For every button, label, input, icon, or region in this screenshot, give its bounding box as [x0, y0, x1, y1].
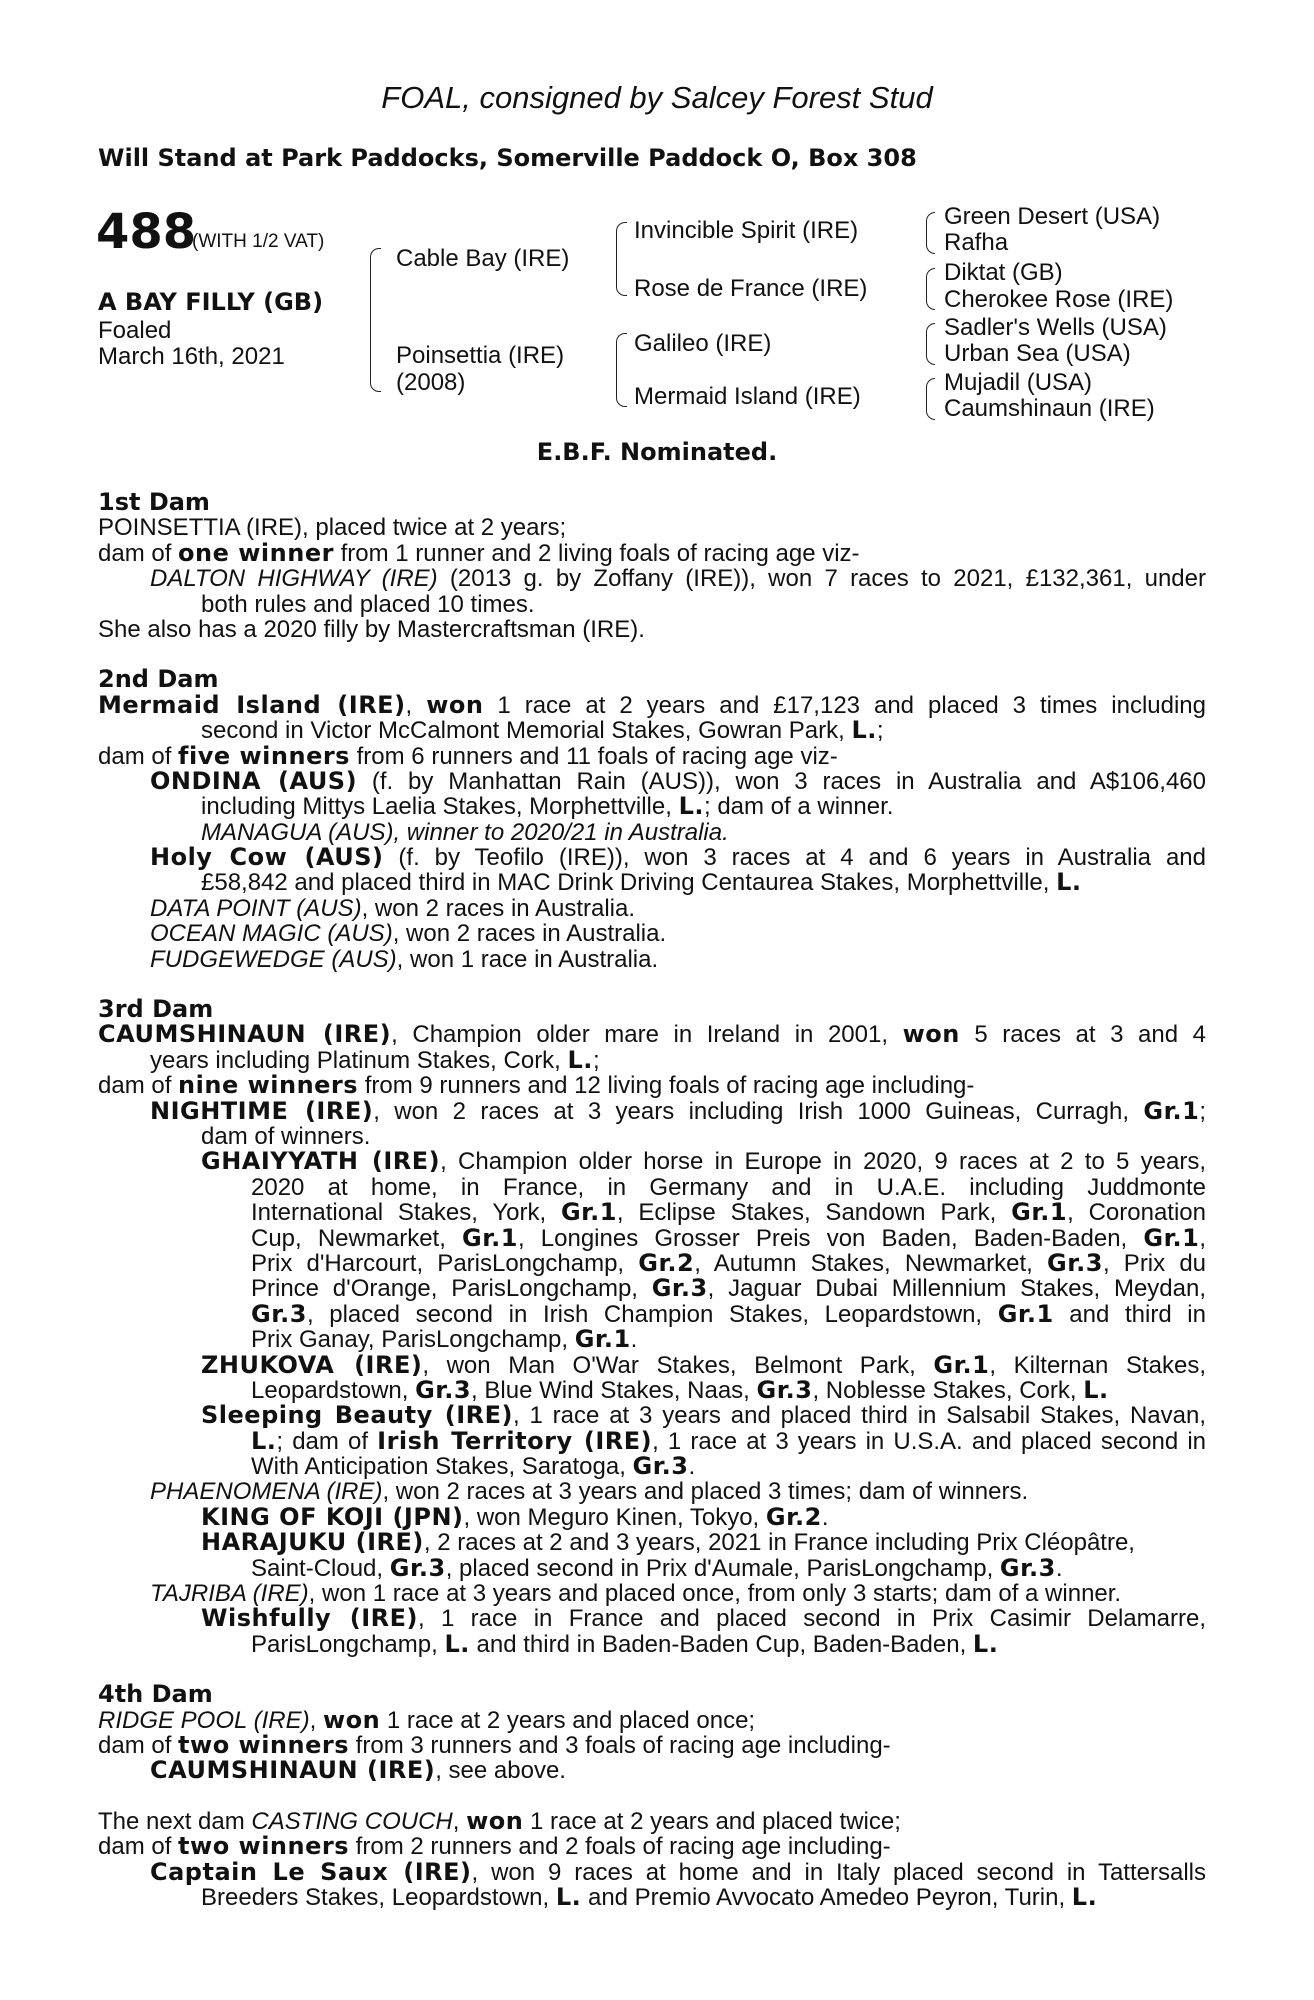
- text-line: KING OF KOJI (JPN), won Meguro Kinen, Tokyo, Gr.2.: [201, 1502, 829, 1531]
- standing-location: Will Stand at Park Paddocks, Somerville Paddock O, Box 308: [98, 144, 917, 172]
- text-line: CAUMSHINAUN (IRE), Champion older mare in Ireland in 2001, won 5 races at 3 and 4: [98, 1020, 1206, 1049]
- text-line: 2020 at home, in France, in Germany and in U.A.E. including Juddmonte: [251, 1173, 1206, 1201]
- text-line: Leopardstown, Gr.3, Blue Wind Stakes, Naas, Gr.3, Noblesse Stakes, Cork, L.: [251, 1375, 1109, 1404]
- text-line: dam of nine winners from 9 runners and 12 living foals of racing age including-: [98, 1071, 975, 1100]
- text-line: Cup, Newmarket, Gr.1, Longines Grosser Preis von Baden, Baden-Baden, Gr.1,: [251, 1223, 1206, 1252]
- text-line: CAUMSHINAUN (IRE), see above.: [150, 1756, 566, 1785]
- text-line: Saint-Cloud, Gr.3, placed second in Prix d'Aumale, ParisLongchamp, Gr.3.: [251, 1553, 1063, 1582]
- text-line: DATA POINT (AUS), won 2 races in Australia.: [150, 894, 636, 922]
- text-line: International Stakes, York, Gr.1, Eclipse Stakes, Sandown Park, Gr.1, Coronation: [251, 1198, 1207, 1227]
- brace-dd: [926, 378, 935, 420]
- dam1-section: [98, 490, 1206, 642]
- text-line: With Anticipation Stakes, Saratoga, Gr.3.: [251, 1452, 696, 1481]
- text-line: dam of one winner from 1 runner and 2 living foals of racing age viz-: [98, 538, 860, 567]
- ebf-note: E.B.F. Nominated.: [536, 438, 778, 466]
- text-line: Mermaid Island (IRE), won 1 race at 2 years and £17,123 and placed 3 times including: [98, 690, 1206, 719]
- brace-ds: [926, 323, 935, 365]
- foaled-date: March 16th, 2021: [98, 343, 285, 370]
- text-line: FUDGEWEDGE (AUS), won 1 race in Australia.: [150, 945, 659, 973]
- pedigree-ddd: Caumshinaun (IRE): [944, 395, 1155, 422]
- text-line: Sleeping Beauty (IRE), 1 race at 3 years and placed third in Salsabil Stakes, Navan,: [201, 1401, 1206, 1430]
- pedigree-sire: Cable Bay (IRE): [396, 245, 570, 272]
- pedigree-sdd: Cherokee Rose (IRE): [944, 286, 1174, 313]
- section-heading: 1st Dam: [98, 488, 210, 516]
- text-line: dam of five winners from 6 runners and 11 foals of racing age viz-: [98, 741, 838, 770]
- text-line: She also has a 2020 filly by Mastercraftsman (IRE).: [98, 615, 645, 643]
- text-line: OCEAN MAGIC (AUS), won 2 races in Australia.: [150, 920, 667, 948]
- pedigree-dam: Poinsettia (IRE): [396, 342, 565, 369]
- brace-sire: [616, 222, 627, 296]
- text-line: dam of winners.: [201, 1122, 371, 1150]
- text-line: MANAGUA (AUS), winner to 2020/21 in Australia.: [201, 818, 729, 846]
- text-line: GHAIYYATH (IRE), Champion older horse in Europe in 2020, 9 races at 2 to 5 years,: [201, 1147, 1207, 1176]
- horse-name: A BAY FILLY (GB): [98, 288, 324, 316]
- lot-number: 488: [96, 204, 197, 260]
- vat-note: (WITH 1/2 VAT): [192, 231, 325, 252]
- brace-sd: [926, 268, 935, 310]
- pedigree-sds: Diktat (GB): [944, 259, 1063, 286]
- brace-gen1: [370, 248, 381, 392]
- text-line: TAJRIBA (IRE), won 1 race at 3 years and placed once, from only 3 starts; dam of a winner.: [150, 1580, 1122, 1608]
- pedigree-dd: Mermaid Island (IRE): [634, 383, 861, 410]
- text-line: Wishfully (IRE), 1 race in France and placed second in Prix Casimir Delamarre,: [201, 1604, 1206, 1633]
- text-line: Prix Ganay, ParisLongchamp, Gr.1.: [251, 1325, 638, 1354]
- text-line: including Mittys Laelia Stakes, Morphettville, L.; dam of a winner.: [201, 792, 894, 821]
- pedigree-ss: Invincible Spirit (IRE): [634, 217, 859, 244]
- dam4-section: [98, 1682, 1206, 1784]
- text-line: The next dam CASTING COUCH, won 1 race at 2 years and placed twice;: [98, 1806, 901, 1835]
- section-heading: 2nd Dam: [98, 665, 219, 694]
- text-line: NIGHTIME (IRE), won 2 races at 3 years including Irish 1000 Guineas, Curragh, Gr.1;: [150, 1096, 1206, 1125]
- section-heading: 3rd Dam: [98, 995, 214, 1024]
- text-line: HARAJUKU (IRE), 2 races at 2 and 3 years, 2021 in France including Prix Cléopâtre,: [201, 1528, 1135, 1557]
- text-line: dam of two winners from 2 runners and 2 foals of racing age including-: [98, 1832, 891, 1861]
- text-line: POINSETTIA (IRE), placed twice at 2 years;: [98, 514, 567, 542]
- text-line: ZHUKOVA (IRE), won Man O'War Stakes, Belmont Park, Gr.1, Kilternan Stakes,: [201, 1350, 1206, 1379]
- pedigree-dds: Mujadil (USA): [944, 369, 1093, 396]
- text-line: second in Victor McCalmont Memorial Stakes, Gowran Park, L.;: [201, 716, 884, 745]
- text-line: Gr.3, placed second in Irish Champion Stakes, Leopardstown, Gr.1 and third in: [251, 1299, 1206, 1328]
- pedigree-dsd: Urban Sea (USA): [944, 340, 1131, 367]
- text-line: Prix d'Harcourt, ParisLongchamp, Gr.2, Autumn Stakes, Newmarket, Gr.3, Prix du: [251, 1248, 1207, 1277]
- next-dam-section: [98, 1806, 1206, 1911]
- text-line: both rules and placed 10 times.: [201, 590, 535, 618]
- text-line: Holy Cow (AUS) (f. by Teofilo (IRE)), won 3 races at 4 and 6 years in Australia and: [150, 843, 1206, 872]
- pedigree-dam-year: (2008): [396, 369, 466, 396]
- catalogue-body: [98, 490, 1206, 1910]
- pedigree-sss: Green Desert (USA): [944, 203, 1161, 230]
- text-line: years including Platinum Stakes, Cork, L.;: [150, 1045, 600, 1074]
- text-line: RIDGE POOL (IRE), won 1 race at 2 years and placed once;: [98, 1705, 756, 1734]
- text-line: ONDINA (AUS) (f. by Manhattan Rain (AUS)), won 3 races in Australia and A$106,460: [150, 766, 1207, 795]
- dam2-section: [98, 667, 1206, 972]
- dam3-section: [98, 997, 1206, 1657]
- text-line: £58,842 and placed third in MAC Drink Driving Centaurea Stakes, Morphettville, L.: [201, 868, 1082, 897]
- brace-dam: [616, 333, 627, 407]
- section-heading: 4th Dam: [98, 1680, 213, 1709]
- pedigree-dss: Sadler's Wells (USA): [944, 314, 1167, 341]
- pedigree-ds: Galileo (IRE): [634, 330, 772, 357]
- text-line: dam of two winners from 3 runners and 3 foals of racing age including-: [98, 1730, 891, 1759]
- pedigree-sd: Rose de France (IRE): [634, 275, 868, 302]
- foaled-label: Foaled: [98, 317, 172, 344]
- pedigree-ssd: Rafha: [944, 229, 1009, 256]
- brace-ss: [926, 212, 935, 254]
- text-line: Prince d'Orange, ParisLongchamp, Gr.3, Jaguar Dubai Millennium Stakes, Meydan,: [251, 1274, 1207, 1303]
- consignor-line: FOAL, consigned by Salcey Forest Stud: [381, 80, 933, 115]
- text-line: DALTON HIGHWAY (IRE) (2013 g. by Zoffany (IRE)), won 7 races to 2021, £132,361, under: [150, 565, 1206, 593]
- text-line: PHAENOMENA (IRE), won 2 races at 3 years and placed 3 times; dam of winners.: [150, 1478, 1029, 1506]
- text-line: L.; dam of Irish Territory (IRE), 1 race at 3 years in U.S.A. and placed second in: [251, 1426, 1207, 1455]
- text-line: ParisLongchamp, L. and third in Baden-Baden Cup, Baden-Baden, L.: [251, 1629, 999, 1658]
- text-line: Breeders Stakes, Leopardstown, L. and Premio Avvocato Amedeo Peyron, Turin, L.: [201, 1882, 1098, 1911]
- text-line: Captain Le Saux (IRE), won 9 races at home and in Italy placed second in Tattersalls: [150, 1857, 1206, 1886]
